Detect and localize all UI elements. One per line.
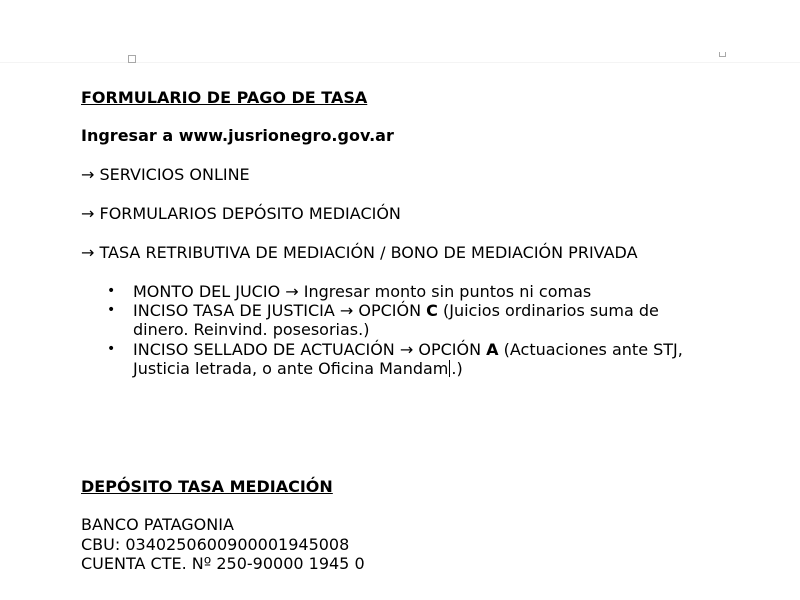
- list-item-monto[interactable]: [107, 282, 717, 301]
- list-item-suffix: (Juicios ordinarios suma de: [437, 301, 659, 320]
- list-item-suffix: (Actuaciones ante STJ,: [498, 340, 683, 359]
- bank-account[interactable]: CUENTA CTE. Nº 250-90000 1945 0: [81, 554, 365, 573]
- bullet-glyph: •: [107, 341, 116, 357]
- document-title[interactable]: FORMULARIO DE PAGO DE TASA: [81, 88, 368, 107]
- intro-instruction[interactable]: Ingresar a www.jusrionegro.gov.ar: [81, 126, 394, 145]
- margin-corner-marker-right: [719, 52, 726, 57]
- bullet-glyph: •: [107, 283, 116, 299]
- list-item-inciso-tasa[interactable]: [107, 301, 717, 339]
- bank-cbu[interactable]: CBU: 0340250600900001945008: [81, 535, 350, 554]
- list-item-text: MONTO DEL JUCIO → Ingresar monto sin puntos ni comas: [133, 282, 592, 301]
- list-item-inciso-sellado[interactable]: [107, 340, 717, 378]
- list-item-text: [133, 301, 723, 339]
- margin-corner-marker-left: [128, 55, 136, 63]
- step-tasa-retributiva[interactable]: → TASA RETRIBUTIVA DE MEDIACIÓN / BONO DE MEDIACIÓN PRIVADA: [81, 243, 638, 262]
- list-item-continuation: dinero. Reinvind. posesorias.): [133, 320, 370, 339]
- list-item-continuation: Justicia letrada, o ante Oficina Mandam: [133, 359, 449, 378]
- page-header-area: [0, 0, 800, 63]
- list-item-prefix: INCISO TASA DE JUSTICIA → OPCIÓN: [133, 301, 427, 320]
- deposit-heading[interactable]: DEPÓSITO TASA MEDIACIÓN: [81, 477, 333, 496]
- step-servicios-online[interactable]: → SERVICIOS ONLINE: [81, 165, 250, 184]
- list-item-prefix: INCISO SELLADO DE ACTUACIÓN → OPCIÓN: [133, 340, 487, 359]
- bank-name[interactable]: BANCO PATAGONIA: [81, 515, 234, 534]
- step-formularios-deposito[interactable]: → FORMULARIOS DEPÓSITO MEDIACIÓN: [81, 204, 401, 223]
- list-item-continuation-end: .): [451, 359, 463, 378]
- option-letter: C: [426, 301, 438, 320]
- list-item-text: [133, 340, 723, 378]
- option-letter: A: [486, 340, 499, 359]
- bullet-glyph: •: [107, 302, 116, 318]
